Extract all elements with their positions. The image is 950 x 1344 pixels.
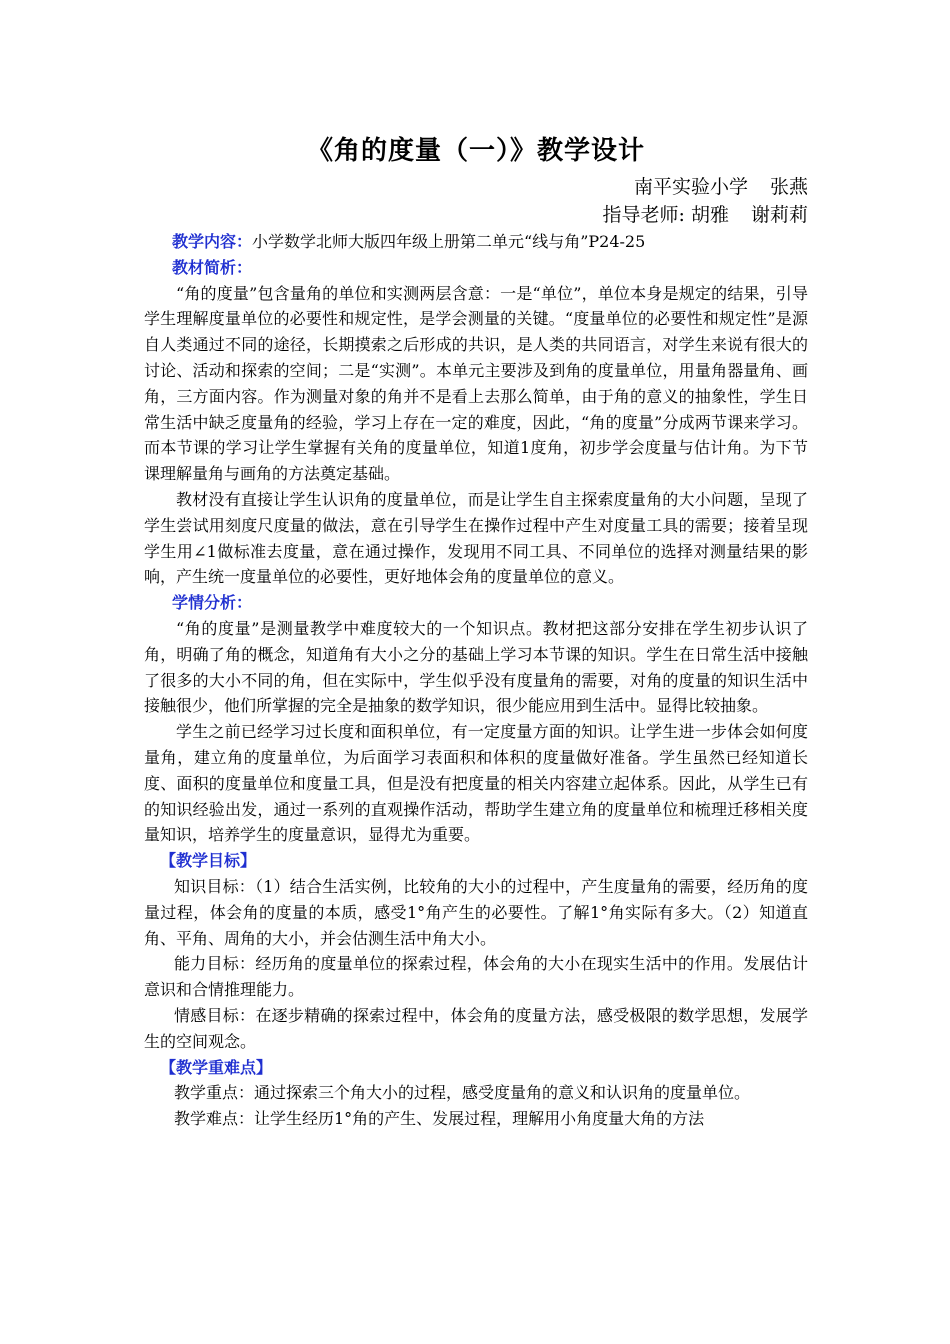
student-paragraph-2: 学生之前已经学习过长度和面积单位，有一定度量方面的知识。让学生进一步体会如何度量角，建立角的度量单位，为后面学习表面积和体积的度量做好准备。学生虽然已经知道长度、面积的度量单位和度量工具，但是没有把度量的相关内容建立起体系。因此，从学生已有的知识经验出发，通过一系列的直观操作活动，帮助学生建立角的度量单位和梳理迁移相关度量知识，培养学生的度量意识，显得尤为重要。 xyxy=(144,722,808,845)
byline-advisor xyxy=(144,201,808,229)
textbook-paragraph-1: “角的度量”包含量角的单位和实测两层含意：一是“单位”，单位本身是规定的结果，引导学生理解度量单位的必要性和规定性，是学会测量的关键。“度量单位的必要性和规定性”是源自人类通过不同的途径，长期摸索之后形成的共识，是人类的共同语言，对学生来说有很大的讨论、活动和探索的空间；二是“实测”。本单元主要涉及到角的度量单位，用量角器量角、画角，三方面内容。作为测量对象的角并不是看上去那么简单，由于角的意义的抽象性，学生日常生活中缺乏度量角的经验，学习上存在一定的难度，因此，“角的度量”分成两节课来学习。而本节课的学习让学生掌握有关角的度量单位，知道1度角，初步学会度量与估计角。为下节课理解量角与画角的方法奠定基础。 xyxy=(144,283,808,484)
document-content xyxy=(144,130,808,1132)
difficulty-point: 教学难点：让学生经历1°角的产生、发展过程，理解用小角度量大角的方法 xyxy=(174,1109,705,1129)
advisor-label: 指导老师: xyxy=(602,204,685,226)
goal-knowledge: 知识目标：（1）结合生活实例，比较角的大小的过程中，产生度量角的需要，经历角的度量过程，体会角的度量的本质，感受1°角产生的必要性。了解1°角实际有多大。（2）知道直角、平角、周角的大小，并会估测生活中角大小。 xyxy=(144,876,808,948)
school-name: 南平实验小学 xyxy=(633,176,748,198)
goal-emotion: 情感目标：在逐步精确的探索过程中，体会角的度量方法，感受极限的数学思想，发展学生的空间观念。 xyxy=(144,1005,808,1051)
goal-ability: 能力目标：经历角的度量单位的探索过程，体会角的大小在现实生活中的作用。发展估计意识和合情推理能力。 xyxy=(144,954,808,1000)
student-paragraph-1: “角的度量”是测量教学中难度较大的一个知识点。教材把这部分安排在学生初步认识了角，明确了角的概念，知道角有大小之分的基础上学习本节课的知识。学生在日常生活中接触了很多的大小不同的角，但在实际中，学生似乎没有度量角的需要，对角的度量的知识生活中接触很少，他们所掌握的完全是抽象的数学知识，很少能应用到生活中。显得比较抽象。 xyxy=(144,618,808,716)
textbook-paragraph-2: 教材没有直接让学生认识角的度量单位，而是让学生自主探索度量角的大小问题，呈现了学生尝试用刻度尺度量的做法，意在引导学生在操作过程中产生对度量工具的需要；接着呈现学生用∠1做标准去度量，意在通过操作，发现用不同工具、不同单位的选择对测量结果的影响，产生统一度量单位的必要性，更好地体会角的度量单位的意义。 xyxy=(144,489,808,587)
advisor-name-1: 胡雅 xyxy=(690,204,729,226)
advisor-name-2: 谢莉莉 xyxy=(750,204,808,226)
teaching-content xyxy=(144,229,808,255)
document-title: 《角的度量（一）》教学设计 xyxy=(306,136,645,166)
textbook-analysis-heading: 教材简析： xyxy=(172,257,253,277)
student-analysis-heading: 学情分析： xyxy=(172,593,253,613)
key-point: 教学重点：通过探索三个角大小的过程，感受度量角的意义和认识角的度量单位。 xyxy=(174,1083,751,1103)
key-points-heading: 【教学重难点】 xyxy=(160,1057,273,1077)
teaching-goals-heading: 【教学目标】 xyxy=(160,851,257,871)
teaching-content-text: 小学数学北师大版四年级上册第二单元“线与角”P24-25 xyxy=(252,232,646,251)
byline-school xyxy=(144,173,808,201)
author-name: 张燕 xyxy=(769,176,808,198)
teaching-content-label: 教学内容： xyxy=(172,232,253,251)
